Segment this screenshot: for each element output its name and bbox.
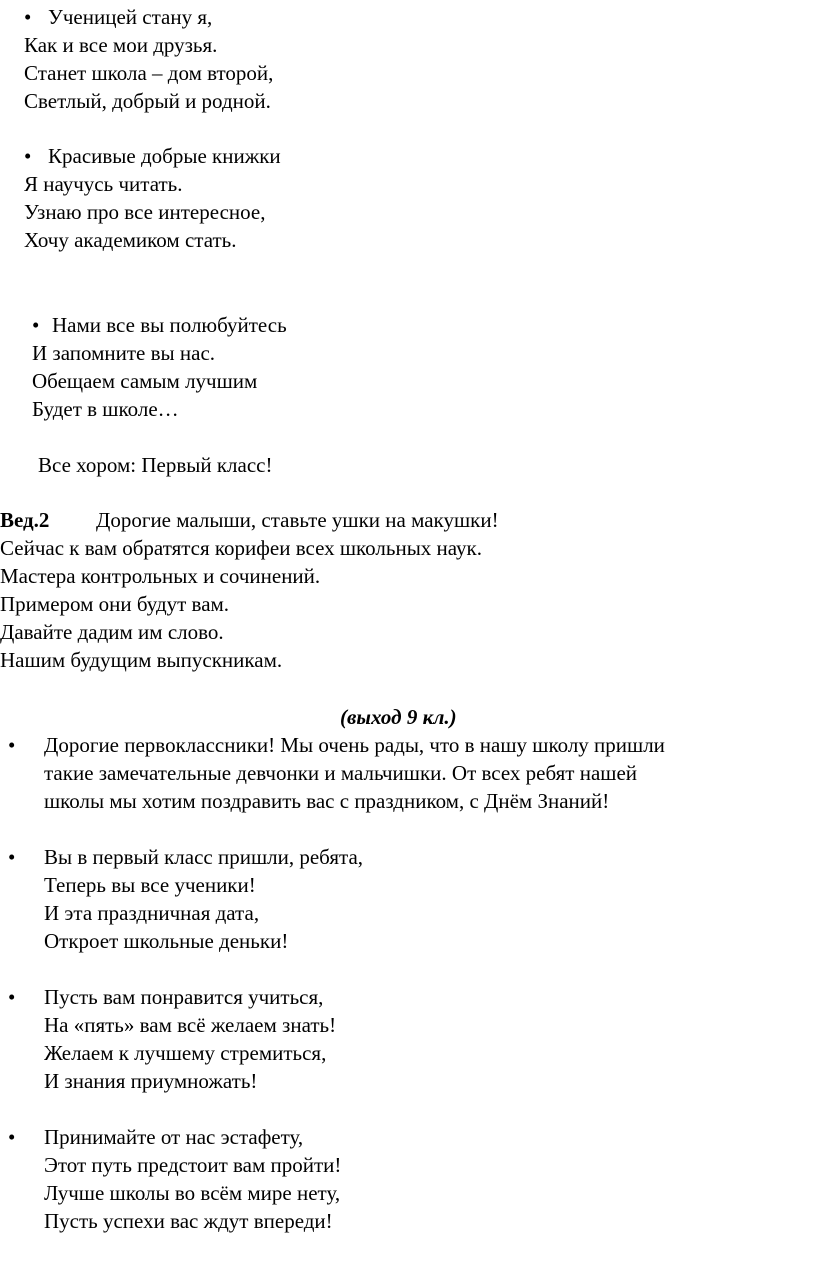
greeting-line-2: такие замечательные девчонки и мальчишки. От всех ребят нашей xyxy=(44,761,638,785)
stanza3-line-2: И запомните вы нас. xyxy=(32,341,216,365)
speaker-label: Вед.2 xyxy=(0,508,50,532)
verse1-line-4: Откроет школьные деньки! xyxy=(44,929,289,953)
verse3-line-2: Этот путь предстоит вам пройти! xyxy=(44,1153,342,1177)
verse2-line-3: Желаем к лучшему стремиться, xyxy=(44,1041,327,1065)
greeting-line-3: школы мы хотим поздравить вас с праздником, с Днём Знаний! xyxy=(44,789,610,813)
ved2-line-6: Нашим будущим выпускникам. xyxy=(0,648,283,672)
stanza3-line-3: Обещаем самым лучшим xyxy=(32,369,258,393)
verse3-bullet: • xyxy=(8,1125,16,1149)
stanza2-line-4: Хочу академиком стать. xyxy=(24,228,237,252)
ved2-line-3: Мастера контрольных и сочинений. xyxy=(0,564,321,588)
greeting-line-1: Дорогие первоклассники! Мы очень рады, что в нашу школу пришли xyxy=(44,733,665,757)
stanza1-line-3: Станет школа – дом второй, xyxy=(24,61,274,85)
stanza1-line-1: Ученицей стану я, xyxy=(48,5,213,29)
stanza2-line-3: Узнаю про все интересное, xyxy=(24,200,266,224)
verse3-line-1: Принимайте от нас эстафету, xyxy=(44,1125,304,1149)
stanza3-bullet: • xyxy=(32,313,40,337)
chorus-line: Все хором: Первый класс! xyxy=(38,453,273,477)
ved2-line-2: Сейчас к вам обратятся корифеи всех школьных наук. xyxy=(0,536,482,560)
verse1-line-3: И эта праздничная дата, xyxy=(44,901,260,925)
ved2-line-5: Давайте дадим им слово. xyxy=(0,620,224,644)
verse3-line-3: Лучше школы во всём мире нету, xyxy=(44,1181,341,1205)
ved2-line-1: Дорогие малыши, ставьте ушки на макушки! xyxy=(96,508,499,532)
verse3-line-4: Пусть успехи вас ждут впереди! xyxy=(44,1209,333,1233)
verse2-line-2: На «пять» вам всё желаем знать! xyxy=(44,1013,337,1037)
stanza1-bullet: • xyxy=(24,5,32,29)
verse1-bullet: • xyxy=(8,845,16,869)
stanza3-line-1: Нами все вы полюбуйтесь xyxy=(52,313,287,337)
stanza2-bullet: • xyxy=(24,144,32,168)
stanza3-line-4: Будет в школе… xyxy=(32,397,179,421)
verse1-line-1: Вы в первый класс пришли, ребята, xyxy=(44,845,364,869)
stanza1-line-2: Как и все мои друзья. xyxy=(24,33,218,57)
stanza2-line-2: Я научусь читать. xyxy=(24,172,183,196)
verse2-line-1: Пусть вам понравится учиться, xyxy=(44,985,324,1009)
ved2-line-4: Примером они будут вам. xyxy=(0,592,230,616)
stanza2-line-1: Красивые добрые книжки xyxy=(48,144,281,168)
stanza1-line-4: Светлый, добрый и родной. xyxy=(24,89,271,113)
verse2-bullet: • xyxy=(8,985,16,1009)
verse1-line-2: Теперь вы все ученики! xyxy=(44,873,256,897)
greeting-bullet: • xyxy=(8,733,16,757)
stage-direction: (выход 9 кл.) xyxy=(340,705,457,729)
verse2-line-4: И знания приумножать! xyxy=(44,1069,258,1093)
